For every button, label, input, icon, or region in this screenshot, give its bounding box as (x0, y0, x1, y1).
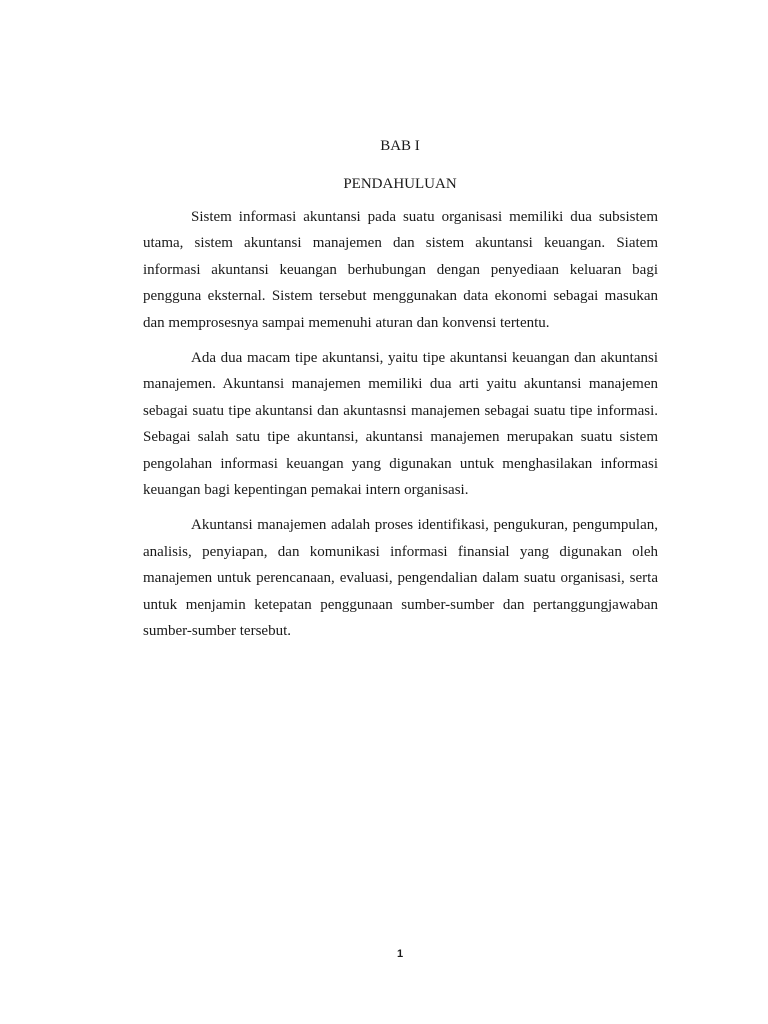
paragraph-3: Akuntansi manajemen adalah proses identifikasi, pengukuran, pengumpulan, analisis, penyiapan, dan komunikasi informasi finansial yang digunakan oleh manajemen untuk perencanaan, evaluasi, pengendalian dalam suatu organisasi, serta untuk menjamin ketepatan penggunaan sumber-sumber dan pertanggungjawaban sumber-sumber tersebut. (143, 517, 658, 640)
paragraph-1: Sistem informasi akuntansi pada suatu organisasi memiliki dua subsistem utama, sistem akuntansi manajemen dan sistem akuntansi keuangan. Siatem informasi akuntansi keuangan berhubungan dengan penyediaan keluaran bagi pengguna eksternal. Sistem tersebut menggunakan data ekonomi sebagai masukan dan memprosesnya sampai memenuhi aturan dan konvensi tertentu. (143, 209, 658, 331)
body-text (143, 204, 658, 654)
page-number: 1 (396, 948, 404, 960)
paragraph-2: Ada dua macam tipe akuntansi, yaitu tipe akuntansi keuangan dan akuntansi manajemen. Akuntansi manajemen memiliki dua arti yaitu akuntansi manajemen sebagai suatu tipe akuntansi dan akuntasnsi manajemen sebagai suatu tipe informasi. Sebagai salah satu tipe akuntansi, akuntansi manajemen merupakan suatu sistem pengolahan informasi keuangan yang digunakan untuk menghasilakan informasi keuangan bagi kepentingan pemakai intern organisasi. (143, 350, 658, 499)
chapter-label: BAB I (380, 138, 420, 154)
chapter-title: PENDAHULUAN (343, 176, 457, 192)
